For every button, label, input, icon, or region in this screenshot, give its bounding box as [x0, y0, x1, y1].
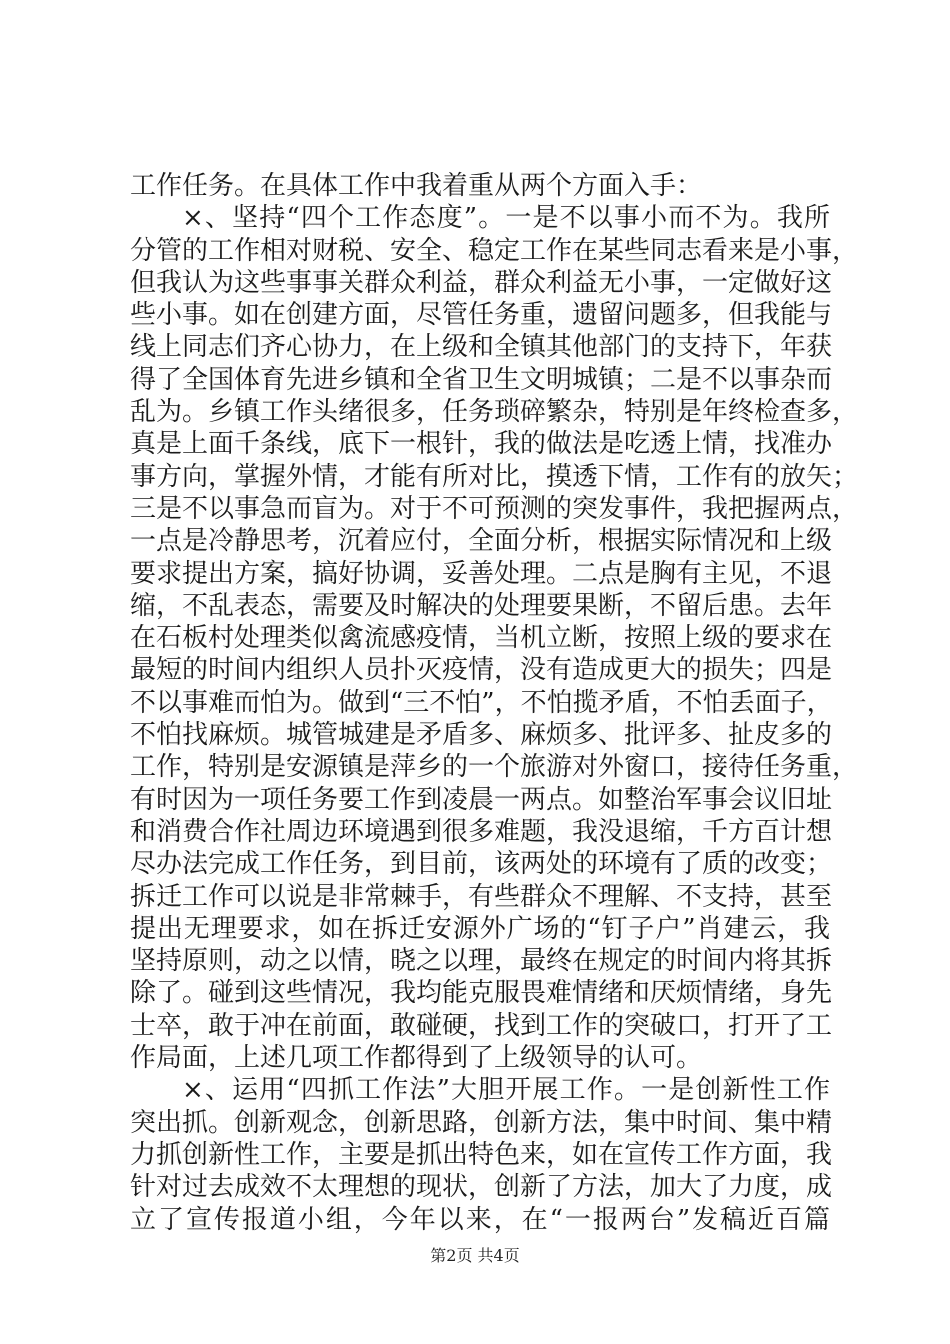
- text-line: 线上同志们齐心协力，在上级和全镇其他部门的支持下，年获: [130, 332, 833, 363]
- text-line: 和消费合作社周边环境遇到很多难题，我没退缩，千方百计想: [130, 816, 833, 847]
- text-line: 尽办法完成工作任务，到目前，该两处的环境有了质的改变；: [130, 849, 833, 880]
- text-line: 分管的工作相对财税、安全、稳定工作在某些同志看来是小事，: [130, 235, 859, 266]
- text-line: 缩，不乱表态，需要及时解决的处理要果断，不留后患。去年: [130, 590, 833, 621]
- text-line: 力抓创新性工作，主要是抓出特色来，如在宣传工作方面，我: [130, 1139, 833, 1170]
- text-line: 突出抓。创新观念，创新思路，创新方法，集中时间、集中精: [130, 1107, 833, 1138]
- text-line: 不怕找麻烦。城管城建是矛盾多、麻烦多、批评多、扯皮多的: [130, 720, 833, 751]
- text-line: 士卒，敢于冲在前面，敢碰硬，找到工作的突破口，打开了工: [130, 1010, 833, 1041]
- text-line: 要求提出方案，搞好协调，妥善处理。二点是胸有主见，不退: [130, 558, 833, 589]
- page-footer: [0, 1243, 950, 1266]
- text-line: 作局面，上述几项工作都得到了上级领导的认可。: [130, 1043, 703, 1074]
- page-number: 第2页 共4页: [430, 1246, 520, 1265]
- text-line: 乱为。乡镇工作头绪很多，任务琐碎繁杂，特别是年终检查多，: [130, 397, 859, 428]
- text-line: 一点是冷静思考，沉着应付，全面分析，根据实际情况和上级: [130, 526, 833, 557]
- text-line: 拆迁工作可以说是非常棘手，有些群众不理解、不支持，甚至: [130, 881, 833, 912]
- text-line: 得了全国体育先进乡镇和全省卫生文明城镇；二是不以事杂而: [130, 364, 833, 395]
- text-line: 最短的时间内组织人员扑灭疫情，没有造成更大的损失；四是: [130, 655, 833, 686]
- text-line: 不以事难而怕为。做到“三不怕”，不怕揽矛盾，不怕丢面子，: [130, 687, 833, 718]
- text-line: 些小事。如在创建方面，尽管任务重，遗留问题多，但我能与: [130, 300, 833, 331]
- text-line: 除了。碰到这些情况，我均能克服畏难情绪和厌烦情绪，身先: [130, 978, 833, 1009]
- text-line: 立了宣传报道小组，今年以来，在“一报两台”发稿近百篇: [130, 1204, 830, 1235]
- text-line: 在石板村处理类似禽流感疫情，当机立断，按照上级的要求在: [130, 623, 833, 654]
- text-line: 工作，特别是安源镇是萍乡的一个旅游对外窗口，接待任务重，: [130, 752, 859, 783]
- text-line: ×、坚持“四个工作态度”。一是不以事小而不为。我所: [182, 203, 830, 234]
- text-line: 但我认为这些事事关群众利益，群众利益无小事，一定做好这: [130, 267, 833, 298]
- text-line: 坚持原则，动之以情，晓之以理，最终在规定的时间内将其拆: [130, 946, 833, 977]
- text-line: 真是上面千条线，底下一根针，我的做法是吃透上情，找准办: [130, 429, 833, 460]
- text-line: 提出无理要求，如在拆迁安源外广场的“钉子户”肖建云，我: [130, 913, 830, 944]
- body-text: [130, 170, 859, 1236]
- text-line: ×、运用“四抓工作法”大胆开展工作。一是创新性工作: [182, 1075, 830, 1106]
- text-line: 有时因为一项任务要工作到凌晨一两点。如整治军事会议旧址: [130, 784, 833, 815]
- text-line: 工作任务。在具体工作中我着重从两个方面入手：: [130, 171, 703, 201]
- text-line: 针对过去成效不太理想的现状，创新了方法，加大了力度，成: [130, 1172, 833, 1203]
- text-line: 事方向，掌握外情，才能有所对比，摸透下情，工作有的放矢；: [130, 461, 859, 492]
- text-line: 三是不以事急而盲为。对于不可预测的突发事件，我把握两点，: [130, 493, 859, 524]
